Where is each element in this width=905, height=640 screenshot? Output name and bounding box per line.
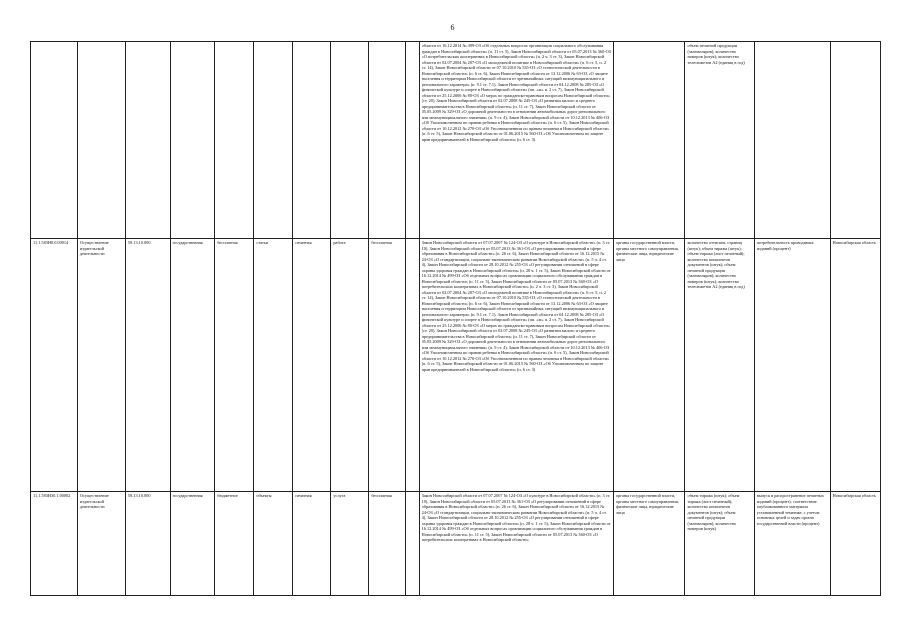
legal-basis-text: Закон Новосибирской области от 07.07.2007 № 124-ОЗ «О культуре в Новосибирской области» (п. 3 ст. 10), Закон Новосибирской области от 05.07.2013 № 361-ОЗ «О регулировании отношений в сфере образования в Новосибирской области» (п. 26 ст. 6), Закон Новосибирской области от 16.12.2015 № 24-ОЗ «О стандартизации, социально-экономическом развитии Новосибирской области» (п. 5 ч. 4 ст. 4), Закон Новосибирской области от 28.10.2012 № 255-ОЗ «О регулировании отношений в сфере охраны здоровья граждан в Новосибирской области» (п. 28 ч. 1 ст. 5), Закон Новосибирской области от 16.12.2014 № 499-ОЗ «Об отдельных вопросах организации социального обслуживания граждан в Новосибирской области» (п. 11 ст. 5), Закон Новосибирской области от 05.07.2013 № 360-ОЗ «О потребительских кооперативах в Новосибирской области» bbox=[421, 493, 611, 542]
cell-legal-basis bbox=[419, 492, 613, 596]
cell-c9 bbox=[369, 42, 406, 239]
cell-c4: государственная bbox=[170, 239, 215, 492]
cell-c6: статьи bbox=[254, 239, 293, 492]
registry-table bbox=[30, 41, 881, 596]
cell-indicators: объем печатной продукции (экземпляров); количество номеров (штук); количество телесюжетов А2 (единиц в год) bbox=[685, 42, 754, 239]
cell-service: Осуществление издательской деятельности bbox=[77, 492, 125, 596]
cell-c5: бесплатная bbox=[215, 239, 254, 492]
cell-legal-basis bbox=[419, 42, 613, 239]
cell-c7: печатная bbox=[293, 492, 331, 596]
cell-region: Новосибирская область bbox=[830, 239, 880, 492]
cell-indicators: объем тиража (штук); объем тиража (лист печатный); количество комплектов документов (штук); объем печатной продукции (экземпляров); количество номеров (штук) bbox=[685, 492, 754, 596]
cell-authorities: органы государственной власти, органы местного самоуправления, физические лица, юридические лица bbox=[613, 239, 684, 492]
cell-service: Осуществление издательской деятельности bbox=[77, 239, 125, 492]
cell-legal-basis bbox=[419, 239, 613, 492]
cell-c6: объекты bbox=[254, 492, 293, 596]
cell-indicators: количество оттисков, страниц (штук); объем тиража (штук); объем тиража (лист печатный); количество комплектов документов (штук); объем печатной продукции (экземпляров); количество номеров (штук); количество телесюжетов А2 (единиц в год) bbox=[685, 239, 754, 492]
cell-c9: бесплатная bbox=[369, 239, 406, 492]
cell-c9: бесплатная bbox=[369, 492, 406, 596]
cell-c4 bbox=[170, 42, 215, 239]
table-row bbox=[31, 492, 881, 596]
cell-service bbox=[77, 42, 125, 239]
cell-code: 11.1.583Н30.1.00002 bbox=[31, 492, 78, 596]
cell-c4: государственная bbox=[170, 492, 215, 596]
cell-c7 bbox=[293, 42, 331, 239]
table-row bbox=[31, 42, 881, 239]
cell-c8 bbox=[331, 42, 369, 239]
legal-basis-text: Закон Новосибирской области от 07.07.2007 № 124-ОЗ «О культуре в Новосибирской области» (п. 3 ст. 10), Закон Новосибирской области от 05.07.2013 № 361-ОЗ «О регулировании отношений в сфере образования в Новосибирской области» (п. 26 ст. 6), Закон Новосибирской области от 16.12.2015 № 24-ОЗ «О стандартизации, социально-экономическом развитии Новосибирской области» (п. 5 ч. 4 ст. 4), Закон Новосибирской области от 28.10.2012 № 255-ОЗ «О регулировании отношений в сфере охраны здоровья граждан в Новосибирской области» (п. 28 ч. 1 ст. 5), Закон Новосибирской области от 16.12.2014 № 499-ОЗ «Об отдельных вопросах организации социального обслуживания граждан в Новосибирской области» (п. 11 ст. 5), Закон Новосибирской области от 05.07.2013 № 360-ОЗ «О потребительских кооперативах в Новосибирской области» (п. 2 ч. 3 ст. 3), Закон Новосибирской области от 02.07.2004 № 207-ОЗ «О молодежной политике в Новосибирской области» (п. 6 ст. 5, п. 2 ст. 14), Закон Новосибирской области от 07.10.2010 № 535-ОЗ «О статистической деятельности в Новосибирской области» (п. 6 ст. 6), Закон Новосибирской области от 13.12.2006 № 63-ОЗ «О защите населения и территории Новосибирской области от чрезвычайных ситуаций межмуниципального и регионального характера» (п. 9.1 ст. 7.1), Закон Новосибирской области от 04.12.2008 № 285-ОЗ «О физической культуре и спорте в Новосибирской области» (пп. «ж» п. 2 ст. 7), Закон Новосибирской области от 25.12.2006 № 80-ОЗ «О мерах по гражданско-правовым вопросам Новосибирской области» (ст. 20), Закон Новосибирской области от 02.07.2008 № 245-ОЗ «О развитии малого и среднего предпринимательства в Новосибирской области» (п. 11 ст. 7), Закон Новосибирской области от 05.05.2009 № 329-ОЗ «О дорожной деятельности в отношении автомобильных дорог регионального или межмуниципального значения» (п. 9 ст. 4), Закон Новосибирской области от 10.12.2013 № 406-ОЗ «Об Уполномоченном по правам ребенка в Новосибирской области» (п. 6 ст. 5), Закон Новосибирской области от 10.12.2012 № 270-ОЗ «Об Уполномоченном по правам человека в Новосибирской области» (п. 6 ст. 5), Закон Новосибирской области от 01.06.2015 № 560-ОЗ «Об Уполномоченном по защите прав предпринимателей в Новосибирской области» (п. 6 ст. 3) bbox=[421, 240, 611, 372]
cell-authorities: органы государственной власти, органы местного самоуправления, физические лица, юридические лица bbox=[613, 492, 684, 596]
cell-consumers: выпуск в распространение печатных изданий (процент); соответствие опубликованного материала установленной тематике, с учетом основных целей и задач органа государственной власти (процент) bbox=[754, 492, 830, 596]
cell-okved: 58.13.10.000 bbox=[125, 239, 170, 492]
cell-consumers: потребительность проводимых изданий (процент) bbox=[754, 239, 830, 492]
cell-c10 bbox=[406, 239, 419, 492]
cell-c10 bbox=[406, 492, 419, 596]
table-row bbox=[31, 239, 881, 492]
legal-basis-text: области от 16.12.2014 № 499-ОЗ «Об отдельных вопросах организации социального обслуживания граждан в Новосибирской области» (п. 11 ст. 5), Закон Новосибирской области от 05.07.2013 № 360-ОЗ «О потребительских кооперативах в Новосибирской области» (п. 2 ч. 3 ст. 3), Закон Новосибирской области от 02.07.2004 № 207-ОЗ «О молодежной политике в Новосибирской области» (п. 6 ст. 5, п. 2 ст. 14), Закон Новосибирской области от 07.10.2010 № 535-ОЗ «О статистической деятельности в Новосибирской области» (п. 6 ст. 6), Закон Новосибирской области от 13.12.2006 № 63-ОЗ «О защите населения и территории Новосибирской области от чрезвычайных ситуаций межмуниципального и регионального характера» (п. 9.1 ст. 7.1), Закон Новосибирской области от 04.12.2008 № 285-ОЗ «О физической культуре и спорте в Новосибирской области» (пп. «ж» п. 2 ст. 7), Закон Новосибирской области от 25.12.2006 № 80-ОЗ «О мерах по гражданско-правовым вопросам Новосибирской области» (ст. 20), Закон Новосибирской области от 02.07.2008 № 245-ОЗ «О развитии малого и среднего предпринимательства в Новосибирской области» (п. 11 ст. 7), Закон Новосибирской области от 05.05.2009 № 329-ОЗ «О дорожной деятельности в отношении автомобильных дорог регионального или межмуниципального значения» (п. 9 ст. 4), Закон Новосибирской области от 10.12.2013 № 406-ОЗ «Об Уполномоченном по правам ребенка в Новосибирской области» (п. 6 ст. 5), Закон Новосибирской области от 10.12.2012 № 270-ОЗ «Об Уполномоченном по правам человека в Новосибирской области» (п. 6 ст. 5), Закон Новосибирской области от 01.06.2015 № 560-ОЗ «Об Уполномоченном по защите прав предпринимателей в Новосибирской области» (п. 6 ст. 3) bbox=[421, 43, 611, 142]
cell-c6 bbox=[254, 42, 293, 239]
cell-c10 bbox=[406, 42, 419, 239]
cell-code bbox=[31, 42, 78, 239]
cell-consumers bbox=[754, 42, 830, 239]
cell-c5 bbox=[215, 42, 254, 239]
cell-okved: 58.13.10.000 bbox=[125, 492, 170, 596]
cell-region: Новосибирская область bbox=[830, 492, 880, 596]
cell-c8: услуга bbox=[331, 492, 369, 596]
cell-code: 11.1.583Н0.0.00014 bbox=[31, 239, 78, 492]
cell-c8: работа bbox=[331, 239, 369, 492]
page-number: 6 bbox=[450, 23, 455, 32]
cell-authorities bbox=[613, 42, 684, 239]
cell-c7: печатная bbox=[293, 239, 331, 492]
cell-okved bbox=[125, 42, 170, 239]
cell-c5: бюджетное bbox=[215, 492, 254, 596]
cell-region bbox=[830, 42, 880, 239]
